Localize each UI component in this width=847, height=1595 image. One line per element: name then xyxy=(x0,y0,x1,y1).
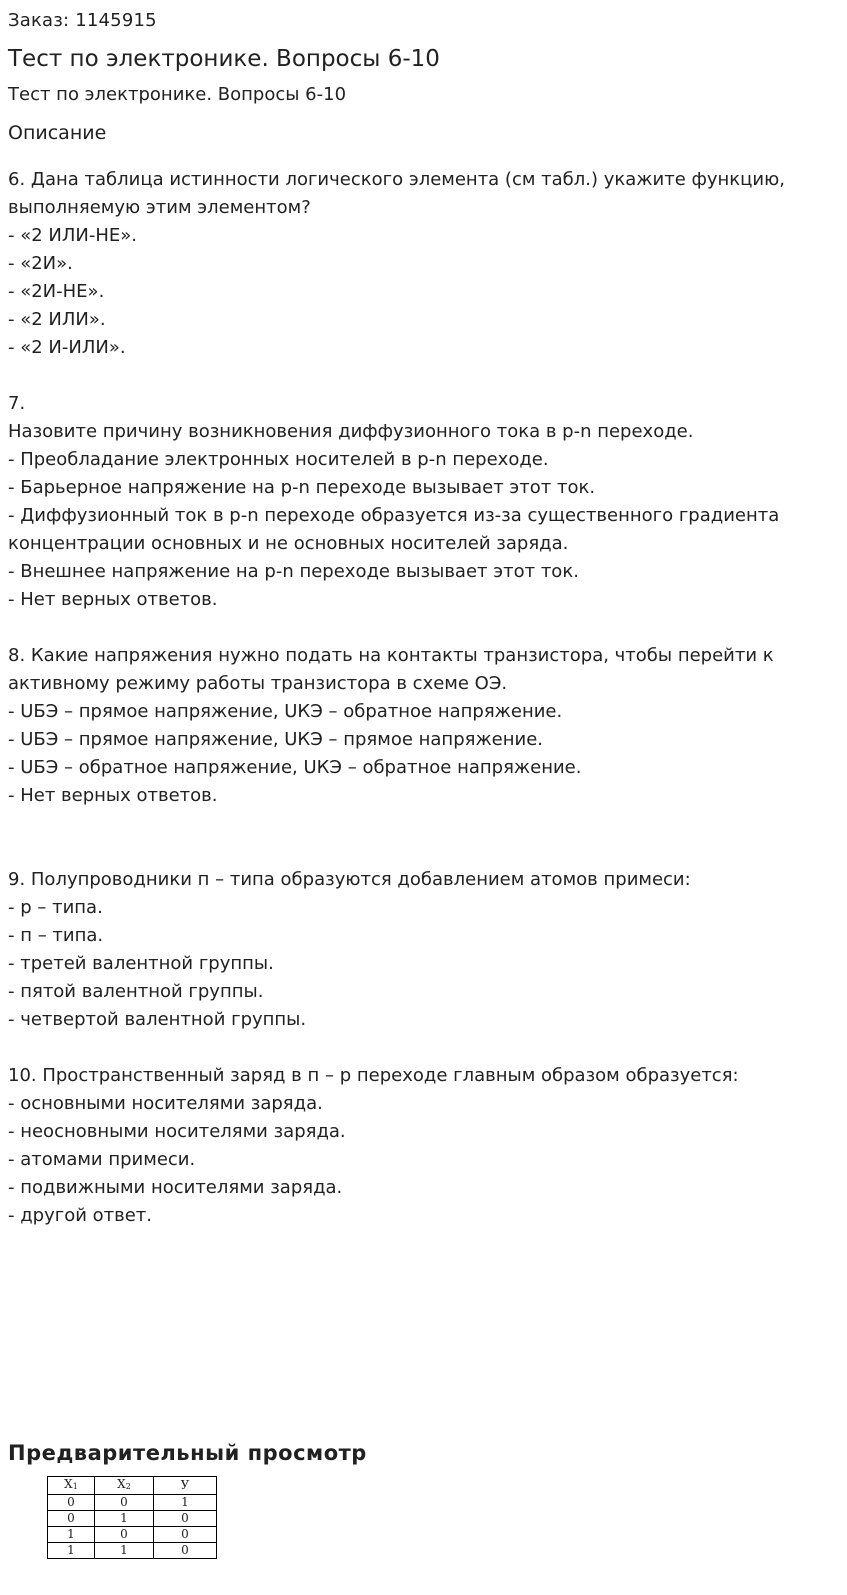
truth-table-cell: 0 xyxy=(48,1495,95,1511)
truth-table-header-y xyxy=(154,1477,217,1495)
question-6 xyxy=(8,166,839,362)
page-title: Тест по электронике. Вопросы 6-10 xyxy=(8,46,440,72)
truth-table-cell: 1 xyxy=(95,1543,154,1559)
truth-table-cell: 0 xyxy=(154,1543,217,1559)
question-line: 10. Пространственный заряд в п – р переходе главным образом образуется: xyxy=(8,1065,739,1086)
question-line: - Диффузионный ток в p-n переходе образуется из-за существенного градиента xyxy=(8,505,780,526)
question-line: - UБЭ – прямое напряжение, UКЭ – прямое напряжение. xyxy=(8,729,544,750)
question-line: - «2 ИЛИ». xyxy=(8,309,106,330)
header-base: X xyxy=(117,1477,126,1491)
question-line: - «2 ИЛИ-НЕ». xyxy=(8,225,138,246)
question-line: - другой ответ. xyxy=(8,1205,153,1226)
header-base: X xyxy=(64,1477,73,1491)
question-line: - Нет верных ответов. xyxy=(8,589,218,610)
question-line: - Внешнее напряжение на p-n переходе вызывает этот ток. xyxy=(8,561,579,582)
question-8 xyxy=(8,642,839,810)
question-line: активному режиму работы транзистора в схеме ОЭ. xyxy=(8,673,508,694)
question-line: концентрации основных и не основных носителей заряда. xyxy=(8,533,569,554)
question-line: - Нет верных ответов. xyxy=(8,785,218,806)
question-line: - пятой валентной группы. xyxy=(8,981,264,1002)
truth-table-header-x1 xyxy=(48,1477,95,1495)
question-line: - третей валентной группы. xyxy=(8,953,274,974)
question-line: - p – типа. xyxy=(8,897,103,918)
spacer xyxy=(8,810,839,866)
question-line: - неосновными носителями заряда. xyxy=(8,1121,346,1142)
header-sub: 1 xyxy=(72,1482,78,1491)
spacer xyxy=(8,1034,839,1062)
question-line: - «2И». xyxy=(8,253,73,274)
question-line: - «2И-НЕ». xyxy=(8,281,105,302)
truth-table-cell: 0 xyxy=(95,1495,154,1511)
preview-image xyxy=(8,1476,839,1559)
question-line: - UБЭ – прямое напряжение, UКЭ – обратное напряжение. xyxy=(8,701,563,722)
truth-table-cell: 1 xyxy=(154,1495,217,1511)
truth-table-row xyxy=(48,1511,217,1527)
question-line: Назовите причину возникновения диффузионного тока в p-n переходе. xyxy=(8,421,694,442)
question-line: 7. xyxy=(8,393,26,414)
question-line: выполняемую этим элементом? xyxy=(8,197,311,218)
description-label: Описание xyxy=(8,122,107,144)
truth-table-cell: 0 xyxy=(154,1511,217,1527)
question-line: - Преобладание электронных носителей в p-n переходе. xyxy=(8,449,549,470)
truth-table-header-row xyxy=(48,1477,217,1495)
truth-table-row xyxy=(48,1543,217,1559)
preview-heading: Предварительный просмотр xyxy=(8,1441,367,1465)
truth-table-cell: 1 xyxy=(48,1527,95,1543)
order-number: Заказ: 1145915 xyxy=(8,10,157,31)
question-7 xyxy=(8,390,839,614)
page-subtitle: Тест по электронике. Вопросы 6-10 xyxy=(8,84,347,105)
question-9 xyxy=(8,866,839,1034)
truth-table-cell: 0 xyxy=(95,1527,154,1543)
truth-table-cell: 0 xyxy=(48,1511,95,1527)
truth-table-cell: 0 xyxy=(154,1527,217,1543)
spacer xyxy=(8,362,839,390)
truth-table-row xyxy=(48,1495,217,1511)
truth-table-cell: 1 xyxy=(48,1543,95,1559)
question-line: - п – типа. xyxy=(8,925,104,946)
spacer xyxy=(8,614,839,642)
truth-table-header-x2 xyxy=(95,1477,154,1495)
truth-table-cell: 1 xyxy=(95,1511,154,1527)
question-line: - четвертой валентной группы. xyxy=(8,1009,307,1030)
truth-table-row xyxy=(48,1527,217,1543)
question-line: - Барьерное напряжение на p-n переходе вызывает этот ток. xyxy=(8,477,596,498)
question-line: - подвижными носителями заряда. xyxy=(8,1177,343,1198)
question-line: 6. Дана таблица истинности логического элемента (см табл.) укажите функцию, xyxy=(8,169,785,190)
question-10 xyxy=(8,1062,839,1230)
question-line: - основными носителями заряда. xyxy=(8,1093,323,1114)
question-line: 9. Полупроводники п – типа образуются добавлением атомов примеси: xyxy=(8,869,691,890)
question-line: - атомами примеси. xyxy=(8,1149,196,1170)
header-sub: 2 xyxy=(125,1482,131,1491)
description-body xyxy=(8,166,839,1438)
truth-table xyxy=(47,1476,217,1559)
question-line: - UБЭ – обратное напряжение, UКЭ – обратное напряжение. xyxy=(8,757,582,778)
question-line: - «2 И-ИЛИ». xyxy=(8,337,126,358)
question-line: 8. Какие напряжения нужно подать на контакты транзистора, чтобы перейти к xyxy=(8,645,774,666)
header-base: У xyxy=(180,1478,190,1492)
